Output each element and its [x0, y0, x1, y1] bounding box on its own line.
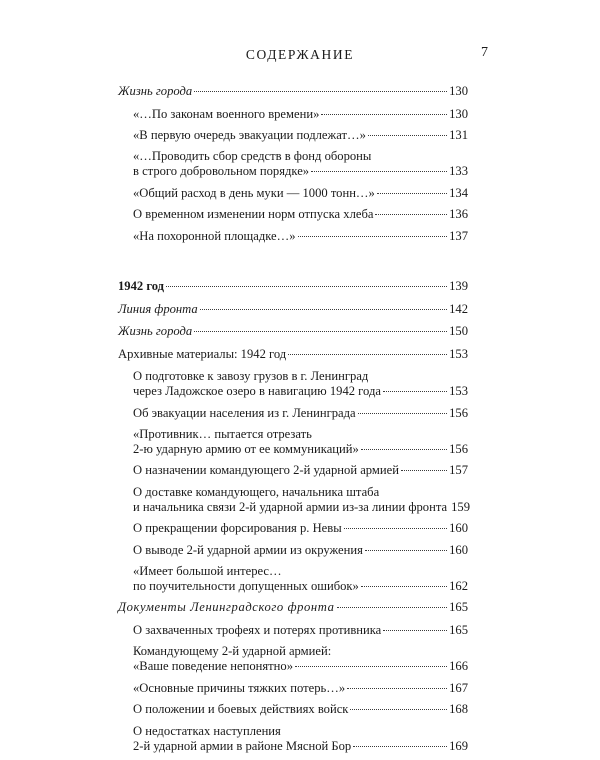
toc-item-text: «Ваше поведение непонятно»: [133, 659, 294, 674]
leader-dots: [344, 527, 447, 529]
toc-page-number: 157: [449, 463, 468, 478]
toc-page-number: 167: [449, 680, 468, 695]
leader-dots: [365, 549, 447, 551]
toc-item-text: 2-ю ударную армию от ее коммуникаций»: [133, 442, 359, 457]
leader-dots: [368, 134, 447, 136]
toc-page-number: 168: [449, 702, 468, 717]
toc-item-text: О выводе 2-й ударной армии из окружения: [133, 542, 363, 557]
toc-page-number: 130: [449, 106, 468, 121]
toc-item-text: через Ладожское озеро в навигацию 1942 года: [133, 384, 381, 399]
leader-dots: [383, 390, 447, 392]
toc-heading-text: Линия фронта: [118, 301, 198, 316]
toc-item[interactable]: [118, 681, 468, 696]
toc-item[interactable]: [118, 463, 468, 478]
toc-item-text: в строго добровольном порядке»: [133, 164, 310, 179]
toc-item[interactable]: [118, 207, 468, 222]
toc-item-text-line1: «Противник… пытается отрезать: [133, 427, 312, 442]
toc-item-text: «Общий расход в день муки — 1000 тонн…»: [133, 185, 375, 200]
toc-item-text: О захваченных трофеях и потерях противника: [133, 623, 382, 638]
leader-dots: [358, 412, 447, 414]
toc-item[interactable]: [118, 107, 468, 122]
toc-item-text-line1: О подготовке к завозу грузов в г. Ленинград: [133, 369, 369, 384]
toc-item-text: О положении и боевых действиях войск: [133, 702, 349, 717]
toc-heading-text: Жизнь города: [118, 84, 193, 98]
toc-page-number: 142: [449, 301, 468, 316]
toc-item-text-line1: Командующему 2-й ударной армией:: [133, 644, 332, 659]
leader-dots: [194, 90, 447, 92]
toc-item-text-line1: «Имеет большой интерес…: [133, 564, 282, 579]
leader-dots: [166, 285, 447, 287]
toc-page-number: 160: [449, 542, 468, 557]
toc-page-number: 160: [449, 521, 468, 536]
toc-heading-front-line[interactable]: [118, 302, 468, 317]
toc-page-number: 139: [449, 278, 468, 293]
toc-item[interactable]: [118, 369, 468, 399]
toc-page-number: 162: [449, 579, 468, 594]
toc-page-number: 156: [449, 442, 468, 457]
toc-page-number: 131: [449, 127, 468, 142]
toc-heading-text: Документы Ленинградского фронта: [118, 600, 335, 615]
toc-item[interactable]: [118, 427, 468, 457]
toc-heading-1942[interactable]: [118, 279, 468, 294]
leader-dots: [361, 585, 447, 587]
toc-page-number: 136: [449, 207, 468, 222]
toc-item[interactable]: [118, 724, 468, 754]
toc-item[interactable]: [118, 406, 468, 421]
toc-item-text: 2-й ударной армии в районе Мясной Бор: [133, 738, 352, 753]
toc-page-number: 133: [449, 164, 468, 179]
toc-item-text: О прекращении форсирования р. Невы: [133, 521, 342, 536]
toc-page-number: 153: [449, 384, 468, 399]
toc-heading-text: Архивные материалы: 1942 год: [118, 346, 287, 361]
leader-dots: [298, 235, 448, 237]
leader-dots: [295, 665, 447, 667]
toc-page-number: 169: [449, 738, 468, 753]
toc-item[interactable]: [118, 521, 468, 536]
toc-page-number: 150: [449, 324, 468, 339]
toc-page-number: 130: [449, 84, 468, 98]
toc-item-text: «…По законам военного времени»: [133, 106, 320, 121]
toc-item-text-line1: О доставке командующего, начальника штаба: [133, 484, 380, 499]
toc-item[interactable]: [118, 128, 468, 143]
toc-heading-archive[interactable]: [118, 347, 468, 362]
toc-item[interactable]: [118, 485, 468, 515]
toc-heading-text: 1942 год: [118, 278, 165, 293]
table-of-contents: [118, 84, 468, 760]
toc-heading-text: Жизнь города: [118, 324, 193, 339]
leader-dots: [200, 308, 447, 310]
toc-page-number: 165: [449, 600, 468, 615]
toc-item-text: О временном изменении норм отпуска хлеба: [133, 207, 374, 222]
page-number: 7: [481, 45, 488, 60]
leader-dots: [375, 213, 447, 215]
toc-item-text: О назначении командующего 2-й ударной армией: [133, 463, 399, 478]
toc-heading-city-life-1942[interactable]: [118, 324, 468, 339]
toc-item-text: «На похоронной площадке…»: [133, 228, 296, 243]
toc-page-number: 166: [449, 659, 468, 674]
toc-item[interactable]: [118, 644, 468, 674]
leader-dots: [383, 629, 447, 631]
toc-heading-documents[interactable]: [118, 600, 468, 615]
toc-item-text: по поучительности допущенных ошибок»: [133, 579, 359, 594]
toc-item-text-line1: «…Проводить сбор средств в фонд обороны: [133, 149, 372, 164]
running-header-title: СОДЕРЖАНИЕ: [245, 47, 355, 62]
section-spacer: [118, 250, 468, 279]
leader-dots: [311, 170, 447, 172]
toc-item[interactable]: [118, 623, 468, 638]
toc-item-text-line1: О недостатках наступления: [133, 723, 281, 738]
leader-dots: [347, 687, 447, 689]
toc-heading-city-life-1941[interactable]: [118, 84, 468, 99]
toc-item[interactable]: [118, 564, 468, 594]
leader-dots: [401, 469, 447, 471]
leader-dots: [350, 708, 447, 710]
toc-item-text: Об эвакуации населения из г. Ленинграда: [133, 405, 356, 420]
leader-dots: [337, 606, 448, 608]
toc-item[interactable]: [118, 149, 468, 179]
leader-dots: [194, 330, 447, 332]
toc-item-text: и начальника связи 2-й ударной армии из-за линии фронта: [133, 499, 448, 514]
toc-item[interactable]: [118, 702, 468, 717]
toc-page-number: 137: [449, 228, 468, 243]
leader-dots: [353, 745, 447, 747]
leader-dots: [361, 448, 447, 450]
leader-dots: [321, 113, 447, 115]
toc-item-text: «Основные причины тяжких потерь…»: [133, 680, 346, 695]
toc-item-text: «В первую очередь эвакуации подлежат…»: [133, 127, 366, 142]
toc-page-number: 165: [449, 623, 468, 638]
toc-page-number: 153: [449, 346, 468, 361]
leader-dots: [377, 192, 447, 194]
toc-page-number: 156: [449, 405, 468, 420]
toc-item[interactable]: [118, 229, 468, 244]
toc-page-number: 134: [449, 185, 468, 200]
toc-page-number: 159: [451, 499, 470, 514]
toc-item[interactable]: [118, 186, 468, 201]
toc-item[interactable]: [118, 543, 468, 558]
leader-dots: [288, 353, 447, 355]
